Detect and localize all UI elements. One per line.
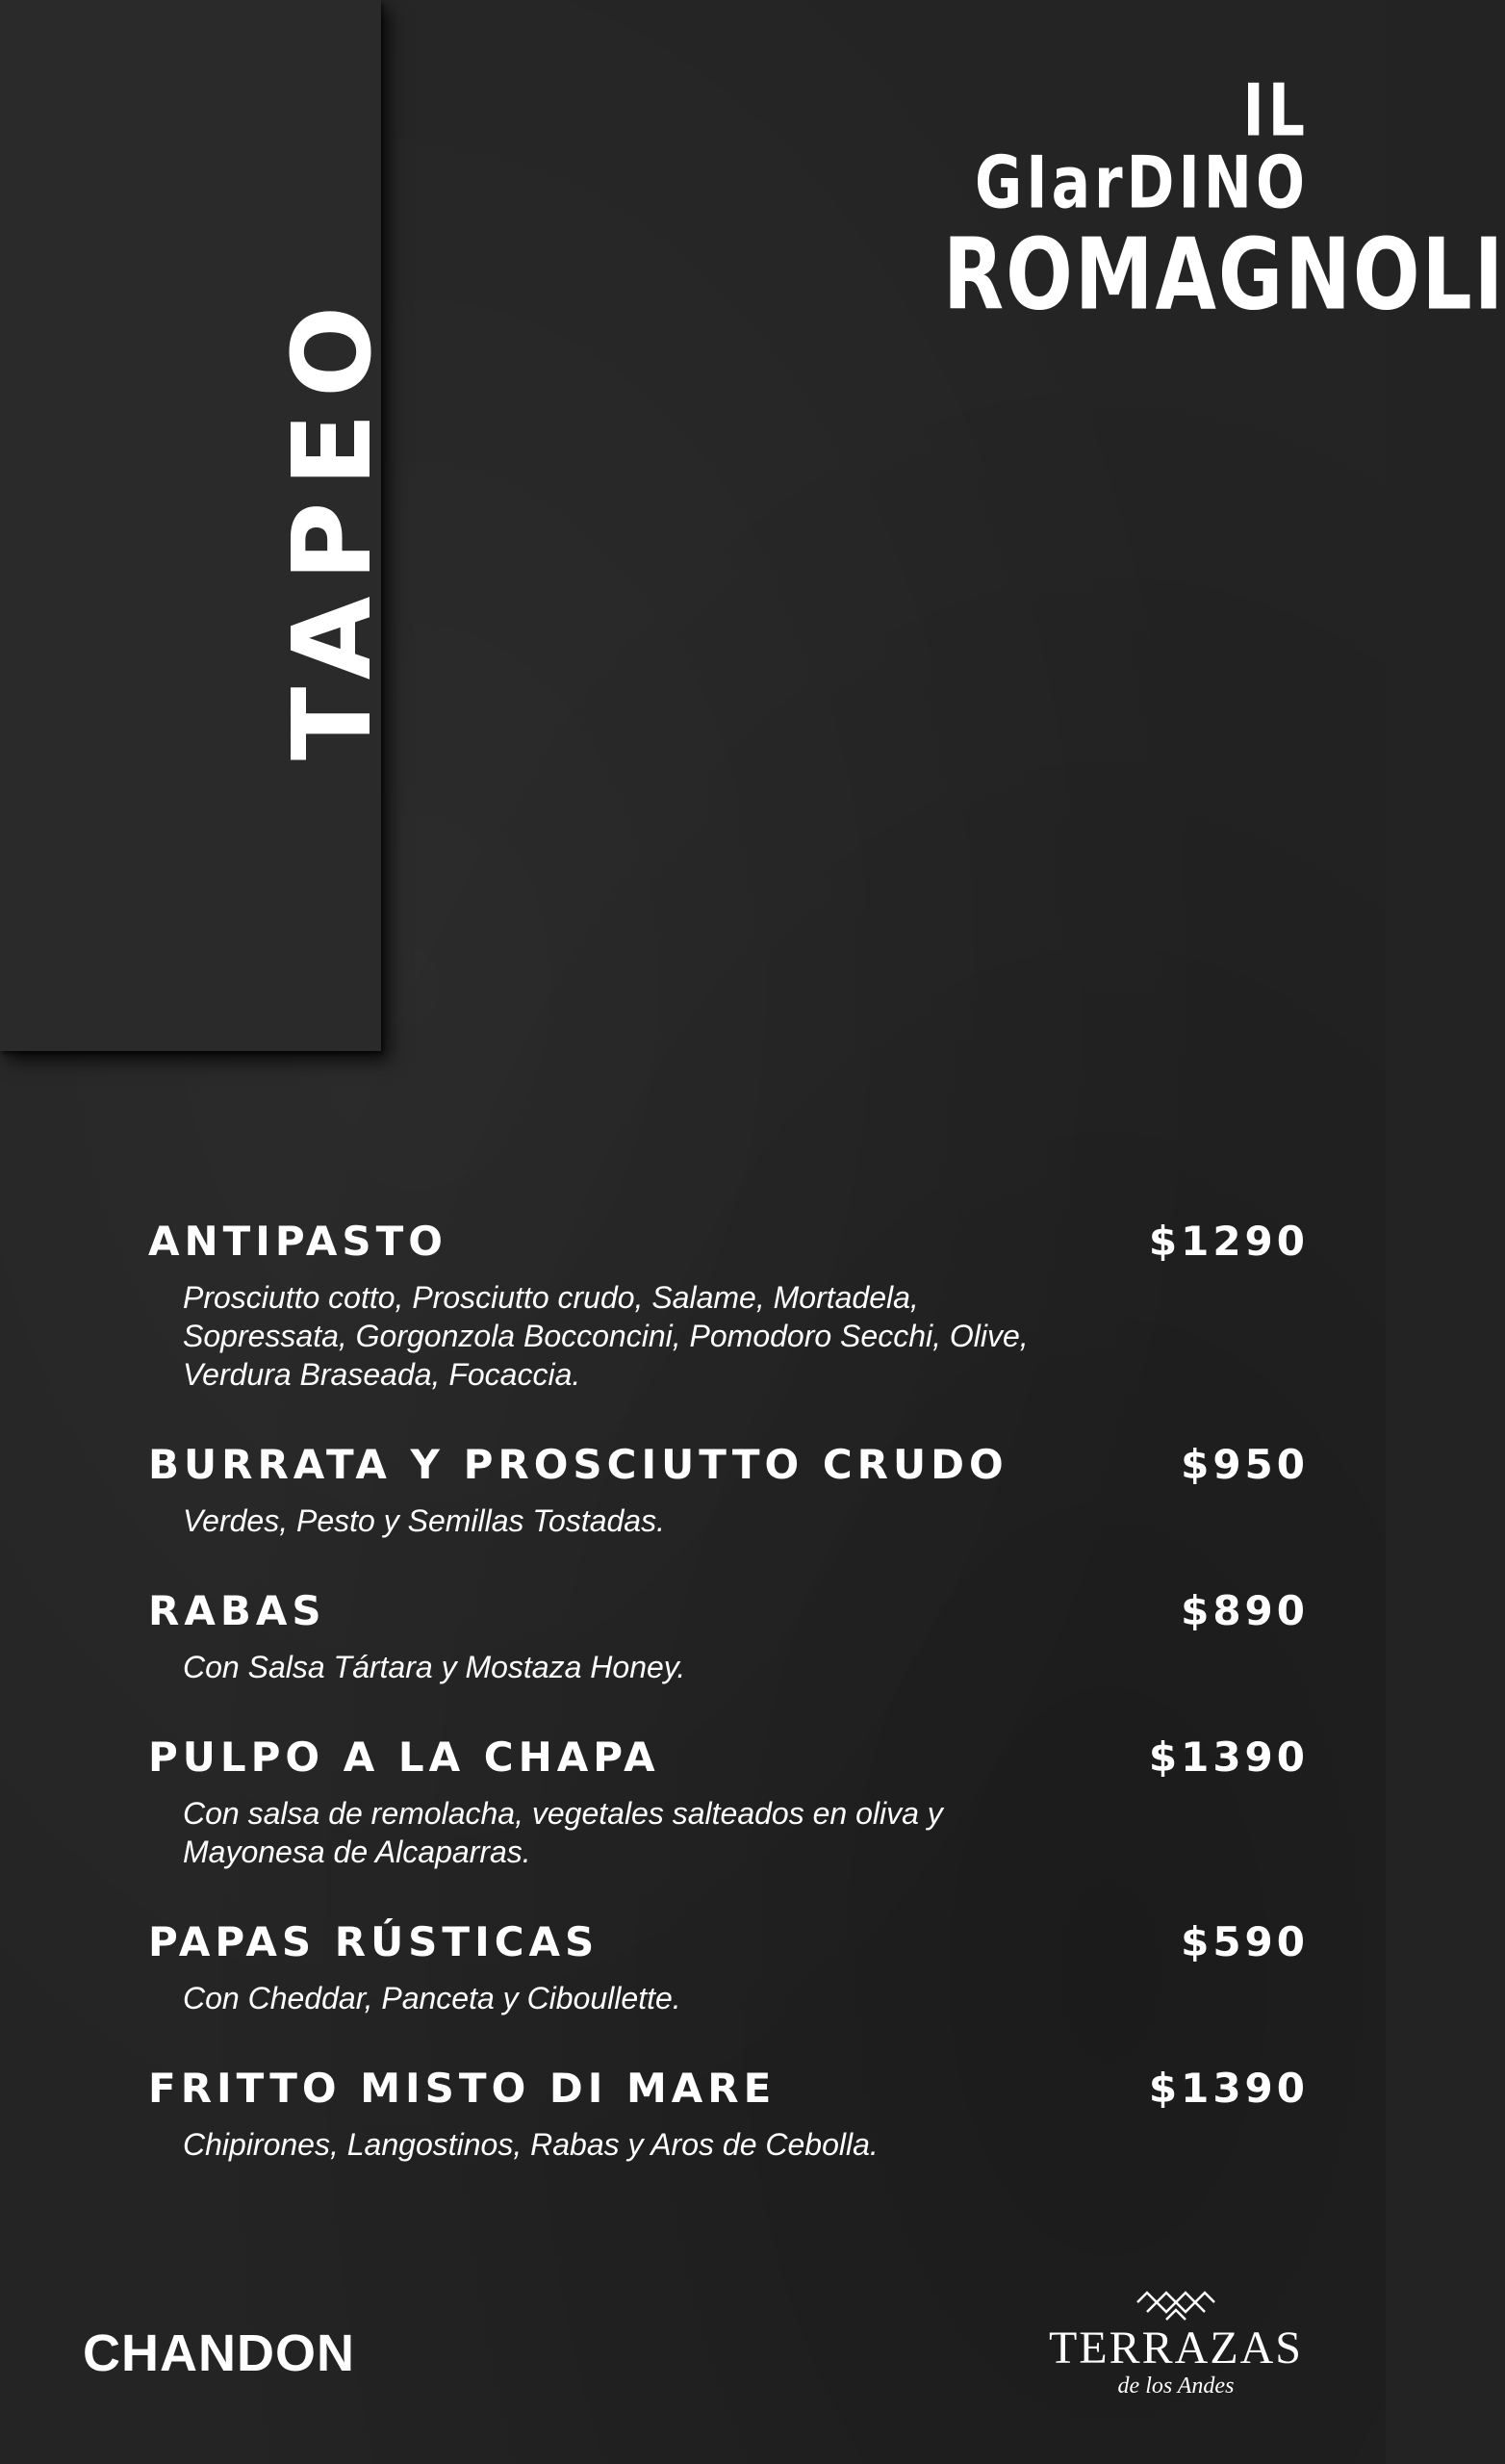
menu-item — [148, 1438, 1309, 1540]
menu-item-price: $590 — [1181, 1918, 1309, 1965]
description-line: Chipirones, Langostinos, Rabas y Aros de Cebolla. — [183, 2127, 879, 2162]
description-line: Verdura Braseada, Focaccia. — [183, 1357, 581, 1392]
terrazas-logo — [1032, 2283, 1320, 2399]
menu-item — [148, 1584, 1309, 1686]
menu-item-description — [183, 1502, 1126, 1540]
description-line: Sopressata, Gorgonzola Bocconcini, Pomodoro Secchi, Olive, — [183, 1319, 1029, 1353]
menu-item-name: ANTIPASTO — [148, 1218, 447, 1265]
chandon-logo: CHANDON — [83, 2324, 355, 2382]
terrazas-subtitle: de los Andes — [1117, 2374, 1235, 2399]
description-line: Prosciutto cotto, Prosciutto crudo, Salame, Mortadela, — [183, 1280, 919, 1315]
menu-item-description — [183, 2125, 1126, 2164]
description-line: Verdes, Pesto y Semillas Tostadas. — [183, 1503, 665, 1538]
description-line: Mayonesa de Alcaparras. — [183, 1835, 531, 1869]
terrazas-mountain-icon — [1133, 2283, 1219, 2322]
menu-item-price: $950 — [1181, 1441, 1309, 1488]
menu-item — [148, 1215, 1309, 1394]
logo-line-2: ROMAGNOLI — [943, 218, 1505, 333]
description-line: Con salsa de remolacha, vegetales salteados en oliva y — [183, 1796, 943, 1831]
menu-item — [148, 2062, 1309, 2164]
menu-item-price: $1290 — [1148, 1218, 1309, 1265]
menu-item — [148, 1915, 1309, 2017]
menu-item-description — [183, 1648, 1126, 1686]
menu-list — [148, 1215, 1309, 2164]
menu-item-price: $890 — [1181, 1587, 1309, 1634]
description-line: Con Salsa Tártara y Mostaza Honey. — [183, 1650, 686, 1684]
menu-item — [148, 1731, 1309, 1871]
restaurant-logo — [943, 68, 1505, 333]
menu-item-description — [183, 1794, 1126, 1871]
terrazas-name: TERRAZAS — [1048, 2323, 1303, 2374]
menu-item-name: PAPAS RÚSTICAS — [148, 1918, 599, 1965]
logo-line-1: IL GIarDINO — [975, 68, 1309, 226]
menu-item-description — [183, 1278, 1126, 1394]
menu-item-price: $1390 — [1148, 1733, 1309, 1781]
menu-item-name: PULPO A LA CHAPA — [148, 1733, 660, 1781]
menu-item-name: RABAS — [148, 1587, 326, 1634]
section-title: TAPEO — [270, 290, 395, 760]
section-tab — [0, 0, 395, 1051]
menu-item-price: $1390 — [1148, 2065, 1309, 2112]
menu-item-description — [183, 1979, 1126, 2017]
menu-item-name: FRITTO MISTO DI MARE — [148, 2065, 777, 2112]
menu-item-name: BURRATA Y PROSCIUTTO CRUDO — [148, 1441, 1008, 1488]
description-line: Con Cheddar, Panceta y Ciboullette. — [183, 1981, 681, 2015]
